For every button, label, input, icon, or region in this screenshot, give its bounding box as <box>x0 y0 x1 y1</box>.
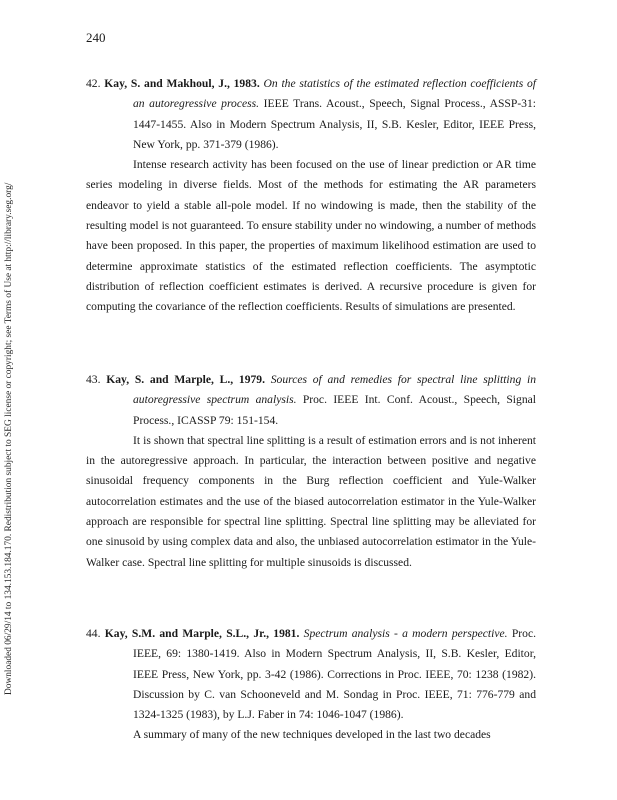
entry-number: 44. <box>86 627 101 640</box>
entry-title: Sources of and remedies for spectral line splitting in autoregressive spectrum analysis. <box>133 373 536 407</box>
entry-source: Proc. IEEE Int. Conf. Acoust., Speech, Signal Process., ICASSP 79: 151-154. <box>133 393 536 427</box>
entry-source: IEEE Trans. Acoust., Speech, Signal Process., ASSP-31: 1447-1455. Also in Modern Spectrum Analysis, II, S.B. Kesler, Editor, IEEE Press, New York, pp. 371-379 (1986). <box>133 97 536 151</box>
reference-entry-42 <box>86 74 536 318</box>
download-notice: Downloaded 06/29/14 to 134.153.184.170. Redistribution subject to SEG license or copyright; see Terms of Use at http://library.seg.org/ <box>4 182 14 695</box>
entry-abstract: It is shown that spectral line splitting is a result of estimation errors and is not inherent in the autoregressive approach. In particular, the interaction between positive and negative sinusoidal frequency components in the Burg reflection coefficient and Yule-Walker autocorrelation estimates and the use of the biased autocorrelation estimator in the Yule-Walker approach are responsible for spectral line splitting. Spectral line splitting may be alleviated for one sinusoid by using complex data and also, the unbiased autocorrelation estimator in the Yule-Walker case. Spectral line splitting for multiple sinusoids is discussed. <box>86 433 536 569</box>
entry-authors: Kay, S. and Marple, L., 1979. <box>106 373 266 386</box>
reference-entry-44 <box>86 624 536 746</box>
entry-abstract: A summary of many of the new techniques developed in the last two decades <box>133 728 491 742</box>
entry-authors: Kay, S. and Makhoul, J., 1983. <box>104 77 260 90</box>
entry-title: On the statistics of the estimated reflection coefficients of an autoregressive process. <box>133 77 536 111</box>
entry-number: 43. <box>86 373 101 386</box>
page-number: 240 <box>86 30 106 45</box>
entry-authors: Kay, S.M. and Marple, S.L., Jr., 1981. <box>104 627 300 640</box>
entry-title: Spectrum analysis - a modern perspective. <box>303 627 508 640</box>
reference-entry-43 <box>86 370 536 573</box>
entry-source: Proc. IEEE, 69: 1380-1419. Also in Modern Spectrum Analysis, II, S.B. Kesler, Editor, IEEE Press, New York, pp. 3-42 (1986). Corrections in Proc. IEEE, 70: 1238 (1982). Discussion by C. van Schooneveld and M. Sondag in Proc. IEEE, 71: 776-779 and 1324-1325 (1983), by L.J. Faber in 74: 1046-1047 (1986). <box>133 627 536 722</box>
entry-abstract: Intense research activity has been focused on the use of linear prediction or AR time series modeling in diverse fields. Most of the methods for estimating the AR parameters endeavor to yield a stable all-pole model. If no windowing is made, then the stability of the resulting model is not guaranteed. To ensure stability under no windowing, a number of methods have been proposed. In this paper, the properties of maximum likelihood estimation are used to determine approximate statistics of the estimated reflection coefficients. The asymptotic distribution of reflection coefficient estimates is derived. A recursive procedure is given for computing the covariance of the reflection coefficients. Results of simulations are presented. <box>86 158 536 314</box>
entry-number: 42. <box>86 77 101 90</box>
citation <box>86 74 536 155</box>
citation <box>86 370 536 431</box>
citation <box>86 624 536 725</box>
